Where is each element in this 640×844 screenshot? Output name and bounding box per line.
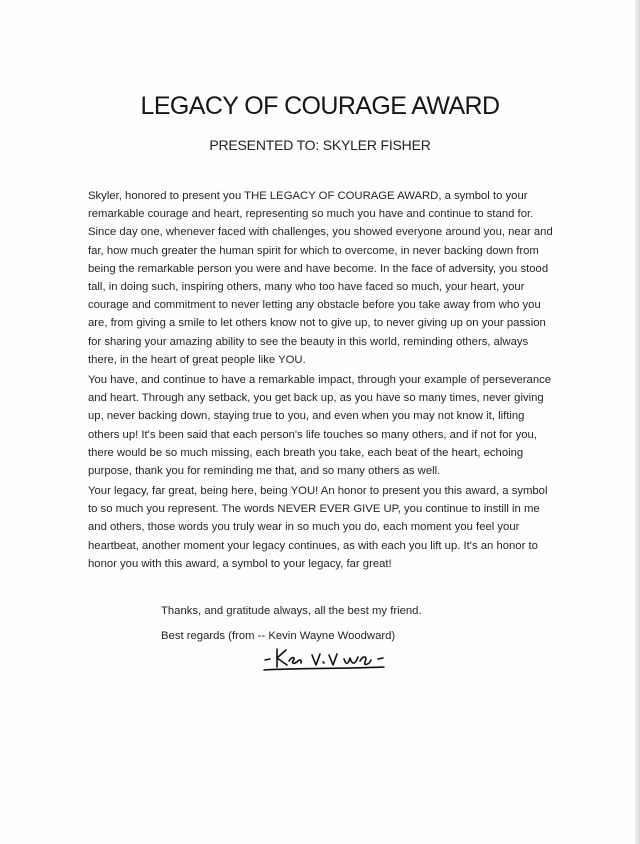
award-title: LEGACY OF COURAGE AWARD (140, 92, 500, 120)
page-edge (635, 0, 640, 844)
award-recipient: PRESENTED TO: SKYLER FISHER (209, 137, 431, 153)
letter-paragraph-2: You have, and continue to have a remarkable impact, through your example of perseverance and heart. Through any setback, you get back up, as you have so many times, never giving up, never backing down, staying true to you, and even when you may not know it, lifting others up! It's been said that each person's life touches so many others, and if not for you, there would be so much missing, each breath you take, each beat of the heart, echoing purpose, thank you for reminding me that, and so many others as well. (88, 374, 552, 478)
regards-line: Best regards (from -- Kevin Wayne Woodward) (161, 630, 396, 642)
letter-paragraph-1: Skyler, honored to present you THE LEGACY OF COURAGE AWARD, a symbol to your remarkable courage and heart, representing so much you have and continue to stand for. Since day one, whenever faced with challenges, you showed everyone around you, near and far, how much greater the human spirit for which to overcome, in never backing down from being the remarkable person you were and have become. In the face of adversity, you stood tall, in doing such, inspiring others, many who too have faced so much, your heart, your courage and commitment to never letting any obstacle before you take away from who you are, from giving a smile to let others know not to give up, to never giving up on your passion for sharing your amazing ability to see the beauty in this world, reminding others, always there, in the heart of great people like YOU. (88, 190, 553, 366)
letter-paragraph-3: Your legacy, far great, being here, being YOU! An honor to present you this award, a symbol to so much you represent. The words NEVER EVER GIVE UP, you continue to instill in me and others, those words you truly wear in so much you do, each moment you feel your heartbeat, another moment your legacy continues, as with each you lift up. It's an honor to honor you with this award, a symbol to your legacy, far great! (88, 485, 548, 570)
closing-line: Thanks, and gratitude always, all the best my friend. (161, 605, 422, 617)
handwritten-signature (262, 643, 392, 675)
